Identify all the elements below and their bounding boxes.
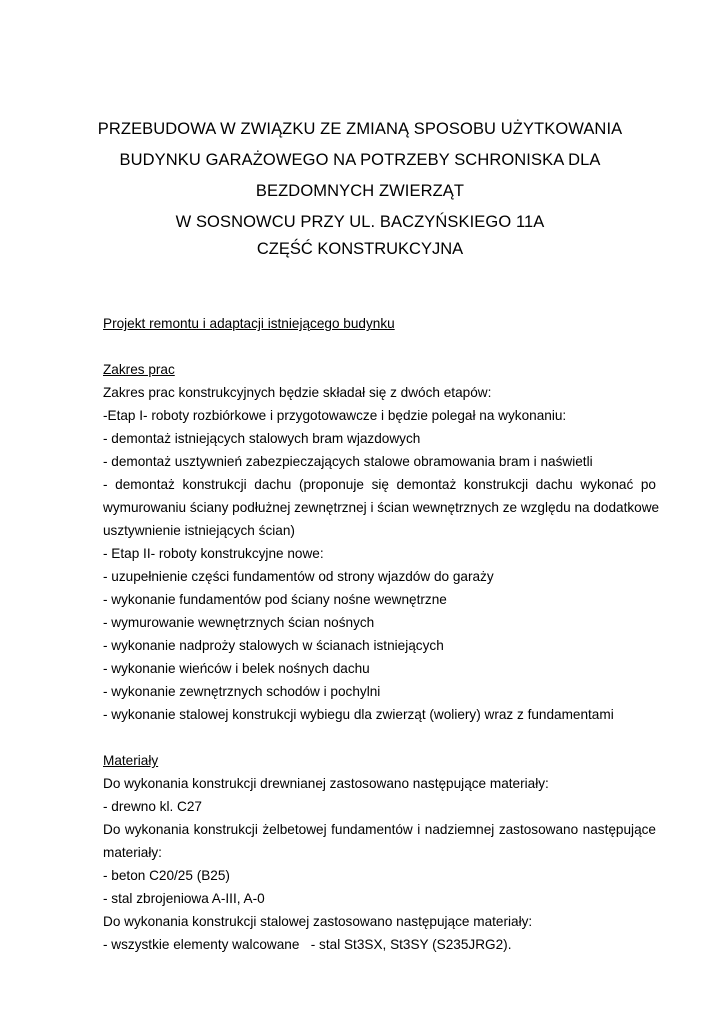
materials-line: - stal zbrojeniowa A-III, A-0 (103, 891, 265, 906)
document-subtitle: CZĘŚĆ KONSTRUKCYJNA (256, 240, 464, 258)
scope-line: - wykonanie nadproży stalowych w ścianach istniejących (103, 638, 444, 653)
scope-line: - wymurowanie wewnętrznych ścian nośnych (103, 615, 375, 630)
title-line: PRZEBUDOWA W ZWIĄZKU ZE ZMIANĄ SPOSOBU UŻYTKOWANIA (97, 120, 623, 138)
scope-line: - demontaż konstrukcji dachu (proponuje się demontaż konstrukcji dachu wykonać po (103, 477, 656, 492)
scope-line: -Etap I- roboty rozbiórkowe i przygotowawcze i będzie polegał na wykonaniu: (103, 408, 567, 423)
materials-line: - beton C20/25 (B25) (103, 868, 230, 883)
materials-section (103, 749, 656, 956)
scope-heading: Zakres prac (103, 362, 175, 377)
title-line: BUDYNKU GARAŻOWEGO NA POTRZEBY SCHRONISKA DLA (119, 151, 601, 169)
scope-line: - Etap II- roboty konstrukcyjne nowe: (103, 546, 324, 561)
project-heading-block (103, 312, 656, 335)
scope-line: wymurowaniu ściany podłużnej zewnętrznej i ścian wewnętrznych ze względu na dodatkowe (103, 500, 660, 515)
materials-line: Do wykonania konstrukcji drewnianej zastosowano następujące materiały: (103, 776, 549, 791)
scope-line: - uzupełnienie części fundamentów od strony wjazdów do garaży (103, 569, 494, 584)
scope-line: Zakres prac konstrukcyjnych będzie składał się z dwóch etapów: (103, 385, 492, 400)
scope-line: - wykonanie stalowej konstrukcji wybiegu dla zwierząt (woliery) wraz z fundamentami (103, 707, 614, 722)
scope-line: - wykonanie zewnętrznych schodów i pochylni (103, 684, 381, 699)
materials-heading: Materiały (103, 753, 159, 768)
document-title (60, 114, 660, 238)
project-heading: Projekt remontu i adaptacji istniejącego budynku (103, 316, 395, 331)
materials-line: Do wykonania konstrukcji stalowej zastosowano następujące materiały: (103, 914, 533, 929)
materials-line: Do wykonania konstrukcji żelbetowej fundamentów i nadziemnej zastosowano następujące (103, 822, 656, 837)
scope-line: - wykonanie wieńców i belek nośnych dachu (103, 661, 370, 676)
title-line: BEZDOMNYCH ZWIERZĄT (255, 182, 465, 200)
title-line: W SOSNOWCU PRZY UL. BACZYŃSKIEGO 11A (175, 213, 545, 231)
scope-line: - wykonanie fundamentów pod ściany nośne wewnętrzne (103, 592, 447, 607)
materials-line: - wszystkie elementy walcowane - stal St3SX, St3SY (S235JRG2). (103, 937, 512, 952)
scope-section (103, 358, 660, 726)
scope-line: usztywnienie istniejących ścian) (103, 523, 295, 538)
materials-line: - drewno kl. C27 (103, 799, 202, 814)
scope-line: - demontaż istniejących stalowych bram wjazdowych (103, 431, 421, 446)
scope-line: - demontaż usztywnień zabezpieczających stalowe obramowania bram i naświetli (103, 454, 593, 469)
materials-line: materiały: (103, 845, 162, 860)
